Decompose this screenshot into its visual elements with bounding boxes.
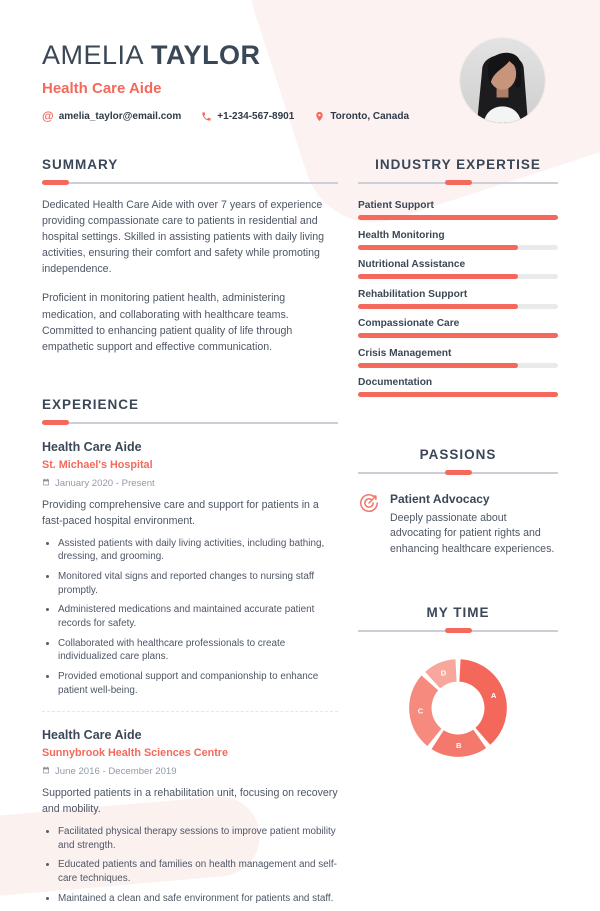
heading-rule-accent: [445, 628, 472, 633]
job-title: Health Care Aide: [42, 728, 142, 743]
donut-segment-label: D: [440, 668, 447, 678]
industry-expertise-section: [358, 157, 558, 397]
summary-paragraph: Dedicated Health Care Aide with over 7 years of experience providing compassionate care to patients in residential and hospital settings. Skilled in assisting patients with daily living activities, ensuring their comfort and safety while promoting independence.: [42, 199, 325, 276]
skill-row: [358, 377, 558, 397]
summary-heading: SUMMARY: [42, 157, 119, 172]
donut-segment: [409, 676, 441, 747]
job-dates: June 2016 - December 2019: [55, 766, 177, 778]
skill-bar-track: [358, 274, 558, 279]
target-goal-icon: [358, 492, 380, 557]
resume-header: [0, 0, 600, 123]
skill-row: [358, 200, 558, 220]
location-text: Toronto, Canada: [330, 110, 410, 122]
job-bullet: • Maintained a clean and safe environment for patients and staff.: [58, 892, 338, 906]
job-bullet: • Educated patients and families on health management and self-care techniques.: [58, 858, 338, 885]
heading-rule: [358, 630, 558, 632]
job-bullet-list: [42, 825, 338, 905]
skill-row: [358, 289, 558, 309]
skill-row: [358, 318, 558, 338]
last-name: TAYLOR: [151, 40, 261, 70]
skill-label: Patient Support: [358, 200, 434, 211]
experience-entry: [42, 440, 338, 697]
job-bullet: • Assisted patients with daily living activities, including bathing, dressing, and grooming.: [58, 537, 338, 564]
skill-bar-fill: [358, 333, 558, 338]
skill-bar-track: [358, 304, 558, 309]
job-company: Sunnybrook Health Sciences Centre: [42, 747, 228, 760]
experience-section: [42, 397, 338, 905]
location-pin-icon: [314, 111, 325, 122]
skill-label: Rehabilitation Support: [358, 288, 468, 300]
contact-row: [42, 110, 409, 122]
job-list: [42, 440, 338, 905]
contact-phone: [201, 111, 294, 122]
skill-label: Crisis Management: [358, 347, 452, 359]
passion-title: Patient Advocacy: [390, 492, 490, 506]
heading-rule-accent: [445, 470, 472, 475]
resume-body: [0, 157, 600, 911]
job-dates-row: [42, 766, 338, 777]
heading-rule: [42, 422, 338, 424]
left-column: [42, 157, 338, 911]
headline-job-title: Health Care Aide: [42, 80, 162, 97]
job-description: Supported patients in a rehabilitation unit, focusing on recovery and mobility.: [42, 787, 338, 816]
skill-row: [358, 348, 558, 368]
my-time-section: [358, 605, 558, 764]
calendar-icon: [42, 478, 50, 489]
skill-bar-track: [358, 363, 558, 368]
skill-label: Health Monitoring: [358, 229, 445, 241]
heading-rule-accent: [445, 180, 472, 185]
job-bullet: • Facilitated physical therapy sessions to improve patient mobility and strength.: [58, 825, 338, 852]
skill-row: [358, 230, 558, 250]
donut-segment: [459, 659, 506, 745]
profile-photo: [460, 38, 545, 123]
heading-rule-accent: [42, 180, 69, 185]
skill-bar-track: [358, 215, 558, 220]
person-name: [42, 40, 409, 71]
donut-segment-label: C: [417, 706, 424, 716]
heading-rule: [42, 182, 338, 184]
skill-list: [358, 200, 558, 397]
passion-text-block: [390, 492, 558, 557]
heading-rule: [358, 472, 558, 474]
summary-section: [42, 157, 338, 355]
passions-section: [358, 447, 558, 557]
job-bullet: • Provided emotional support and companionship to enhance patient well-being.: [58, 670, 338, 697]
skill-bar-fill: [358, 215, 558, 220]
passion-item: [358, 492, 558, 557]
email-icon: @: [42, 109, 54, 123]
skill-row: [358, 259, 558, 279]
contact-email: [42, 110, 181, 122]
skill-bar-track: [358, 333, 558, 338]
my-time-donut-chart: [402, 652, 514, 764]
skill-bar-fill: [358, 363, 518, 368]
skill-bar-track: [358, 245, 558, 250]
summary-paragraph: Proficient in monitoring patient health, administering medication, and collaborating with healthcare teams. Committed to enhancing patient quality of life through empathetic support and effective communication.: [42, 292, 293, 353]
skill-label: Compassionate Care: [358, 318, 460, 329]
job-company: St. Michael's Hospital: [42, 458, 153, 471]
job-dates-row: [42, 478, 338, 489]
experience-entry: [42, 711, 338, 905]
first-name: AMELIA: [42, 40, 145, 70]
my-time-chart-wrapper: [358, 652, 558, 764]
skill-bar-track: [358, 392, 558, 397]
heading-rule-accent: [42, 420, 69, 425]
skill-bar-fill: [358, 392, 558, 397]
skill-label: Nutritional Assistance: [358, 259, 466, 270]
email-text: amelia_taylor@email.com: [58, 110, 182, 122]
passion-description: Deeply passionate about advocating for patient rights and enhancing healthcare experiences.: [390, 512, 555, 555]
industry-expertise-heading: INDUSTRY EXPERTISE: [375, 157, 541, 172]
phone-text: +1-234-567-8901: [217, 110, 295, 122]
job-bullet: • Monitored vital signs and reported changes to nursing staff promptly.: [58, 570, 338, 597]
identity-block: [42, 40, 409, 122]
phone-icon: [201, 111, 212, 122]
job-bullet: • Collaborated with healthcare professionals to create individualized care plans.: [58, 637, 338, 664]
calendar-icon: [42, 766, 50, 777]
job-title: Health Care Aide: [42, 439, 142, 454]
job-bullet-list: [42, 537, 338, 698]
right-column: [358, 157, 558, 911]
contact-location: [314, 111, 409, 122]
job-description: Providing comprehensive care and support for patients in a fast-paced hospital environment.: [42, 498, 319, 527]
skill-bar-fill: [358, 245, 518, 250]
heading-rule: [358, 182, 558, 184]
skill-bar-fill: [358, 304, 518, 309]
donut-segment-label: B: [456, 741, 462, 751]
experience-heading: EXPERIENCE: [42, 396, 140, 412]
passion-list: [358, 492, 558, 557]
passions-heading: PASSIONS: [419, 447, 497, 462]
job-bullet: • Administered medications and maintained accurate patient records for safety.: [58, 603, 338, 630]
donut-segment-label: A: [490, 691, 497, 701]
skill-label: Documentation: [358, 377, 433, 388]
my-time-heading: MY TIME: [426, 605, 490, 621]
job-dates: January 2020 - Present: [55, 477, 155, 489]
skill-bar-fill: [358, 274, 518, 279]
